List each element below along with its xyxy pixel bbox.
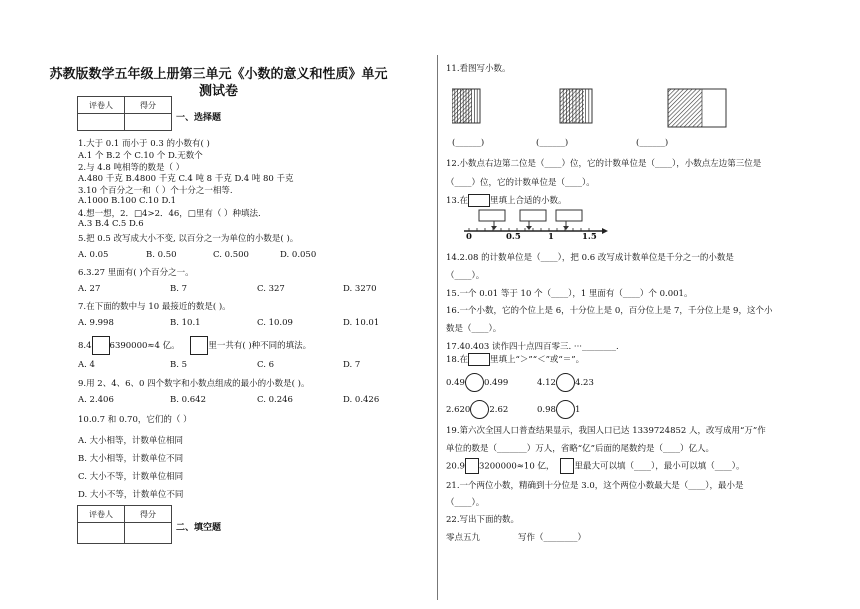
question-17: 17.40.403 读作四十点四百零三. ···________. bbox=[446, 342, 619, 352]
q18-prefix: 18.在 bbox=[446, 355, 469, 365]
q10-option-c: C. 大小不等，计数单位相同 bbox=[78, 472, 184, 482]
compare-item-2 bbox=[537, 373, 594, 392]
question-2-options: A.480 千克 B.4800 千克 C.4 吨 8 千克 D.4 吨 80 千克 bbox=[78, 174, 294, 184]
q9-option-d: D. 0.426 bbox=[343, 395, 380, 405]
q13-prefix: 13.在 bbox=[446, 196, 469, 206]
question-21-line1: 21.一个两位小数，精确到十分位是 3.0，这个两位小数最大是（____），最小是 bbox=[446, 481, 744, 491]
q8-box-ref bbox=[190, 336, 208, 355]
q6-option-b: B. 7 bbox=[170, 284, 188, 294]
compare-left: 2.620 bbox=[446, 405, 471, 415]
grader-label: 评卷人 bbox=[78, 97, 125, 114]
numline-label-1-5: 1.5 bbox=[582, 232, 597, 242]
compare-right: 0.499 bbox=[483, 378, 509, 388]
numline-box-3[interactable] bbox=[556, 210, 582, 221]
compare-right: 4.23 bbox=[574, 378, 594, 388]
question-14-line2: （____）。 bbox=[446, 271, 485, 281]
compare-circle[interactable] bbox=[556, 400, 575, 419]
q11-blank-2[interactable]: (______) bbox=[536, 138, 569, 148]
question-19-line2: 单位的数是（_______）万人，省略“亿”后面的尾数约是（____）亿人。 bbox=[446, 444, 714, 454]
question-1-options: A.1 个 B.2 个 C.10 个 D.无数个 bbox=[78, 151, 203, 161]
q5-option-d: D. 0.050 bbox=[280, 250, 317, 260]
numline-label-1: 1 bbox=[548, 232, 554, 242]
compare-right: 1 bbox=[574, 405, 581, 415]
numline-box-2[interactable] bbox=[520, 210, 546, 221]
q7-option-d: D. 10.01 bbox=[343, 318, 380, 328]
q20-suffix: 里最大可以填（____），最小可以填（____）。 bbox=[574, 461, 745, 472]
question-1: 1.大于 0.1 而小于 0.3 的小数有( ) bbox=[78, 139, 210, 149]
q18-suffix: 里填上“＞”“＜”或“＝”。 bbox=[490, 355, 585, 365]
q10-option-d: D. 大小不等，计数单位不同 bbox=[78, 490, 184, 500]
compare-left: 4.12 bbox=[537, 378, 556, 388]
q7-option-a: A. 9.998 bbox=[78, 318, 114, 328]
q8-option-b: B. 5 bbox=[170, 360, 188, 370]
question-5: 5.把 0.5 改写成大小不变, 以百分之一为单位的小数是( )。 bbox=[78, 234, 299, 244]
q6-option-c: C. 327 bbox=[257, 284, 285, 294]
score-cell[interactable] bbox=[125, 523, 172, 544]
question-16-line2: 数是（____）。 bbox=[446, 324, 502, 334]
q20-answer-box[interactable] bbox=[465, 458, 479, 474]
compare-circle[interactable] bbox=[470, 400, 489, 419]
q9-option-b: B. 0.642 bbox=[170, 395, 206, 405]
question-22: 22.写出下面的数。 bbox=[446, 515, 520, 525]
question-6: 6.3.27 里面有( )个百分之一。 bbox=[78, 268, 194, 278]
q20-prefix: 20.9 bbox=[446, 461, 465, 472]
q7-option-c: C. 10.09 bbox=[257, 318, 293, 328]
compare-left: 0.49 bbox=[446, 378, 465, 388]
score-table-2 bbox=[77, 505, 172, 544]
compare-circle[interactable] bbox=[465, 373, 484, 392]
q10-option-a: A. 大小相等，计数单位相同 bbox=[78, 436, 184, 446]
question-8 bbox=[78, 336, 311, 355]
grader-label: 评卷人 bbox=[78, 506, 125, 523]
question-3-options: A.1000 B.100 C.10 D.1 bbox=[78, 196, 177, 206]
figure-3-square bbox=[668, 89, 726, 127]
grader-cell[interactable] bbox=[78, 523, 125, 544]
question-21-line2: （____）。 bbox=[446, 498, 485, 508]
q8-option-d: D. 7 bbox=[343, 360, 361, 370]
score-label: 得分 bbox=[125, 506, 172, 523]
question-13 bbox=[446, 194, 567, 207]
q18-box-ref bbox=[468, 353, 490, 366]
section-fill-title: 二、填空题 bbox=[176, 523, 222, 533]
q13-box-ref bbox=[468, 194, 490, 207]
score-table-1 bbox=[77, 96, 172, 131]
question-2: 2.与 4.8 吨相等的数是（ ） bbox=[78, 163, 185, 173]
question-20 bbox=[446, 458, 744, 474]
q20-middle: 3200000≈10 亿， bbox=[478, 461, 555, 472]
figure-2-strips bbox=[560, 89, 592, 123]
q8-answer-box[interactable] bbox=[92, 336, 110, 355]
column-divider bbox=[437, 55, 438, 600]
question-16-line1: 16.一个小数，它的个位上是 6，十分位上是 0，百分位上是 7，千分位上是 9，这个小 bbox=[446, 306, 773, 316]
q8-prefix: 8.4 bbox=[78, 341, 92, 351]
numline-label-0: 0 bbox=[466, 232, 472, 242]
figure-1-strips bbox=[452, 89, 480, 123]
q8-suffix: 里一共有( )种不同的填法。 bbox=[208, 341, 312, 351]
numline-box-1[interactable] bbox=[479, 210, 505, 221]
q8-option-c: C. 6 bbox=[257, 360, 275, 370]
compare-item-3 bbox=[446, 400, 508, 419]
question-19-line1: 19.第六次全国人口普查结果显示，我国人口已达 1339724852 人，改写成用“万”作 bbox=[446, 426, 766, 436]
question-3: 3.10 个百分之一和（ ）个十分之一相等. bbox=[78, 186, 233, 196]
question-14-line1: 14.2.08 的计数单位是（____），把 0.6 改写成计数单位是千分之一的小数是 bbox=[446, 253, 734, 263]
q22-read-text: 零点五九 bbox=[446, 533, 481, 543]
compare-item-1 bbox=[446, 373, 508, 392]
score-cell[interactable] bbox=[125, 114, 172, 131]
grader-cell[interactable] bbox=[78, 114, 125, 131]
q22-write-blank[interactable]: 写作（________） bbox=[518, 533, 587, 543]
page-title: 苏教版数学五年级上册第三单元《小数的意义和性质》单元 bbox=[49, 67, 388, 82]
score-label: 得分 bbox=[125, 97, 172, 114]
q8-middle: 6390000≈4 亿。 bbox=[109, 341, 180, 351]
q5-option-a: A. 0.05 bbox=[78, 250, 109, 260]
compare-right: 2.62 bbox=[489, 405, 509, 415]
numline-label-0-5: 0.5 bbox=[506, 232, 521, 242]
q9-option-a: A. 2.406 bbox=[78, 395, 114, 405]
q6-option-a: A. 27 bbox=[78, 284, 101, 294]
question-7: 7.在下面的数中与 10 最接近的数是( )。 bbox=[78, 302, 231, 312]
q6-option-d: D. 3270 bbox=[343, 284, 377, 294]
page-title-line2: 测试卷 bbox=[198, 84, 238, 99]
q10-option-b: B. 大小相等，计数单位不同 bbox=[78, 454, 184, 464]
question-15: 15.一个 0.01 等于 10 个（____），1 里面有（____）个 0.001。 bbox=[446, 289, 693, 299]
question-11: 11.看图写小数。 bbox=[446, 64, 511, 74]
q13-suffix: 里填上合适的小数。 bbox=[490, 196, 567, 206]
question-12-line2: （____）位，它的计数单位是（____）。 bbox=[446, 178, 595, 188]
q11-blank-3[interactable]: (______) bbox=[636, 138, 669, 148]
q5-option-c: C. 0.500 bbox=[213, 250, 249, 260]
question-12-line1: 12.小数点右边第二位是（____）位，它的计数单位是（____），小数点左边第三位是 bbox=[446, 159, 762, 169]
question-4: 4.想一想，2．□4>2．46，□里有（ ）种填法. bbox=[78, 209, 261, 219]
q5-option-b: B. 0.50 bbox=[146, 250, 177, 260]
q9-option-c: C. 0.246 bbox=[257, 395, 293, 405]
question-4-options: A.3 B.4 C.5 D.6 bbox=[78, 219, 144, 229]
question-18 bbox=[446, 353, 584, 366]
compare-left: 0.98 bbox=[537, 405, 556, 415]
q8-option-a: A. 4 bbox=[78, 360, 95, 370]
question-10: 10.0.7 和 0.70，它们的（ ） bbox=[78, 415, 192, 425]
section-choice-title: 一、选择题 bbox=[176, 113, 222, 123]
q7-option-b: B. 10.1 bbox=[170, 318, 201, 328]
compare-circle[interactable] bbox=[556, 373, 575, 392]
q20-box-ref bbox=[560, 458, 574, 474]
q11-blank-1[interactable]: (______) bbox=[452, 138, 485, 148]
question-9: 9.用 2、4、6、0 四个数字和小数点组成的最小的小数是( )。 bbox=[78, 379, 310, 389]
compare-item-4 bbox=[537, 400, 580, 419]
decimal-figures bbox=[452, 87, 762, 129]
